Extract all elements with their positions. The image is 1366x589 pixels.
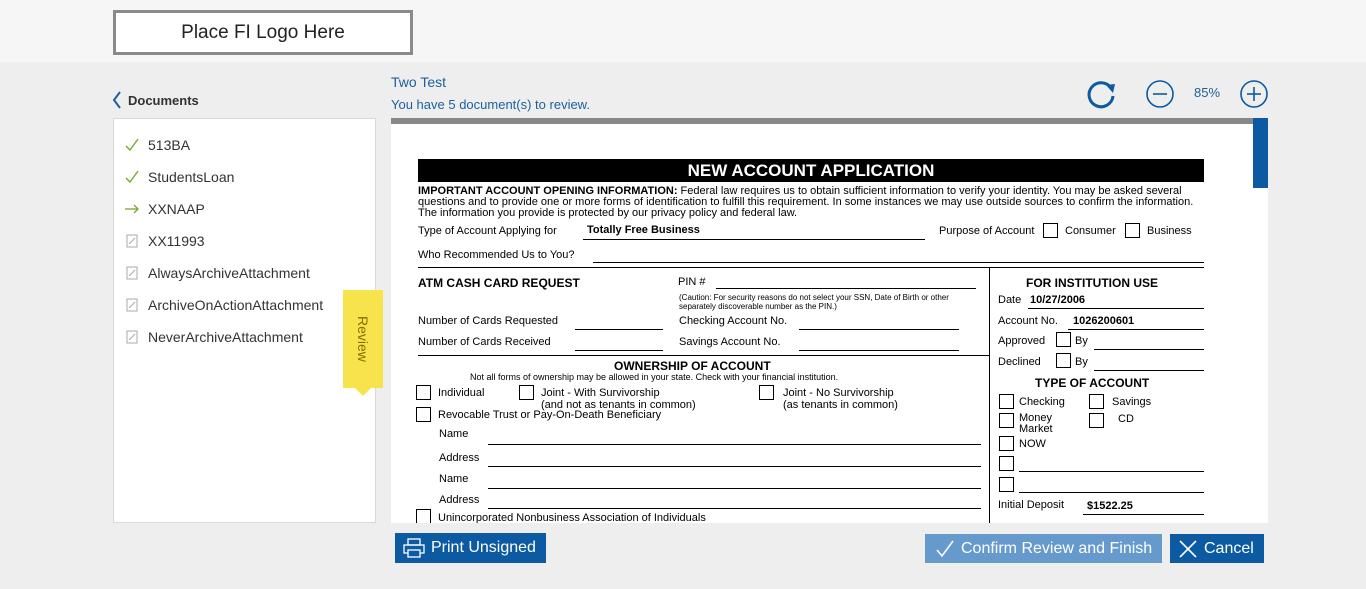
own-joint-with: Joint - With Survivorship <box>541 387 660 399</box>
cancel-label: Cancel <box>1204 539 1254 557</box>
declined-by: By <box>1075 356 1088 368</box>
address-label: Address <box>439 452 480 464</box>
rule <box>1028 308 1204 309</box>
purpose-label: Purpose of Account <box>939 225 1035 237</box>
rule <box>1019 471 1204 472</box>
print-unsigned-button[interactable] <box>395 533 546 563</box>
print-label: Print Unsigned <box>431 539 536 556</box>
date-value: 10/27/2006 <box>1030 294 1086 306</box>
check-icon <box>124 169 140 185</box>
documents-title: Documents <box>128 92 199 108</box>
inst-title: FOR INSTITUTION USE <box>1026 276 1158 290</box>
type-cd: CD <box>1118 413 1134 425</box>
type-applying-label: Type of Account Applying for <box>418 225 557 237</box>
atm-title: ATM CASH CARD REQUEST <box>418 276 580 290</box>
rule <box>488 488 981 489</box>
zoom-level: 85% <box>1193 85 1221 100</box>
checkbox-checking <box>999 394 1014 409</box>
purpose-consumer: Consumer <box>1065 225 1116 237</box>
rule <box>1019 492 1204 493</box>
own-trust: Revocable Trust or Pay-On-Death Beneficiary <box>438 409 662 421</box>
deposit-label: Initial Deposit <box>998 499 1065 511</box>
fi-logo-placeholder <box>113 10 413 55</box>
checkbox-money-market <box>999 413 1014 428</box>
document-item-archiveonactionattachment[interactable] <box>124 294 323 316</box>
review-tab[interactable] <box>343 290 383 388</box>
document-icon <box>124 329 140 345</box>
ownership-note: Not all forms of ownership may be allowed in your state. Check with your financial institution. <box>470 372 839 382</box>
document-label: ArchiveOnActionAttachment <box>148 297 324 313</box>
rule <box>799 329 959 330</box>
notice-text: Federal law requires us to obtain sufficient information to verify your identity. You may be asked several questions and to provide one or more forms of identification to fulfill this requirement. In some instances we may use outside sources to confirm the information. The information you provide is protected by our privacy policy and federal law. <box>418 185 1194 219</box>
own-unincorporated: Unincorporated Nonbusiness Association of Individuals <box>438 512 706 523</box>
viewer-scroll-thumb[interactable] <box>1253 118 1268 188</box>
document-icon <box>124 233 140 249</box>
logo-text: Place FI Logo Here <box>181 21 345 43</box>
document-item-neverarchiveattachment[interactable] <box>124 326 303 348</box>
document-label: StudentsLoan <box>148 169 235 185</box>
checking-no-label: Checking Account No. <box>679 315 788 327</box>
rule <box>1094 349 1204 350</box>
document-item-xx11993[interactable] <box>124 230 205 252</box>
viewer-top-border <box>391 118 1253 124</box>
rotate-icon <box>1086 79 1118 109</box>
document-list <box>113 118 376 523</box>
divider <box>989 267 990 523</box>
rule <box>575 350 663 351</box>
package-title: Two Test <box>391 74 446 90</box>
document-label: 513BA <box>148 137 191 153</box>
checkbox-approved <box>1056 332 1071 347</box>
cards-requested-label: Number of Cards Requested <box>418 315 559 327</box>
own-individual: Individual <box>438 387 485 399</box>
own-joint-no-note: (as tenants in common) <box>783 399 898 411</box>
chevron-left-icon[interactable] <box>112 90 122 110</box>
rule <box>1083 514 1204 515</box>
type-applying-value: Totally Free Business <box>587 224 700 236</box>
checkbox-cd <box>1089 413 1104 428</box>
document-viewer[interactable] <box>391 118 1268 523</box>
check-icon <box>935 539 955 559</box>
check-icon <box>124 137 140 153</box>
documents-header[interactable] <box>112 90 199 110</box>
address-label-2: Address <box>439 494 480 506</box>
date-label: Date <box>998 294 1022 306</box>
zoom-in-button[interactable] <box>1239 79 1269 109</box>
document-item-xxnaap[interactable] <box>124 198 205 220</box>
rule <box>1068 329 1204 330</box>
zoom-out-button[interactable] <box>1145 79 1175 109</box>
documents-to-review: You have 5 document(s) to review. <box>391 97 590 112</box>
savings-no-label: Savings Account No. <box>679 336 781 348</box>
confirm-label: Confirm Review and Finish <box>961 539 1153 557</box>
plus-circle-icon <box>1239 79 1269 109</box>
approved-by: By <box>1075 335 1088 347</box>
notice-bold: IMPORTANT ACCOUNT OPENING INFORMATION: <box>418 185 678 197</box>
recommended-label: Who Recommended Us to You? <box>418 249 575 261</box>
pin-label: PIN # <box>678 276 706 288</box>
form-title: NEW ACCOUNT APPLICATION <box>418 159 1204 182</box>
deposit-value: $1522.25 <box>1087 500 1133 512</box>
own-joint-with-note: (and not as tenants in common) <box>541 399 696 411</box>
confirm-review-button[interactable] <box>925 534 1162 563</box>
cancel-button[interactable] <box>1170 534 1264 563</box>
new-account-form <box>418 159 1204 523</box>
rule <box>716 288 976 289</box>
rule <box>1094 370 1204 371</box>
type-money: Money Market <box>1019 412 1053 435</box>
document-item-alwaysarchiveattachment[interactable] <box>124 262 310 284</box>
rule <box>488 508 981 509</box>
rule <box>488 466 981 467</box>
approved-label: Approved <box>998 335 1046 347</box>
review-tab-label: Review <box>355 316 371 362</box>
acct-label: Account No. <box>998 315 1058 327</box>
checkbox-other-1 <box>999 456 1014 471</box>
checkbox-individual <box>416 385 431 400</box>
checkbox-other-2 <box>999 477 1014 492</box>
rule <box>583 239 925 240</box>
checkbox-unincorporated <box>416 509 431 523</box>
rotate-button[interactable] <box>1085 78 1119 110</box>
viewer-scrollbar[interactable] <box>1253 118 1268 523</box>
rule <box>418 267 1204 268</box>
type-now: NOW <box>1019 438 1046 450</box>
checkbox-declined <box>1056 353 1071 368</box>
own-joint-no: Joint - No Survivorship <box>783 387 894 399</box>
rule <box>575 329 663 330</box>
type-checking: Checking <box>1019 396 1065 408</box>
form-notice <box>418 186 1204 219</box>
close-icon <box>1178 539 1198 559</box>
name-label: Name <box>439 428 469 440</box>
declined-label: Declined <box>998 356 1041 368</box>
rule <box>799 350 959 351</box>
type-savings: Savings <box>1112 396 1152 408</box>
document-label: XX11993 <box>148 233 205 249</box>
minus-circle-icon <box>1145 79 1175 109</box>
checkbox-savings <box>1089 394 1104 409</box>
checkbox-consumer <box>1043 223 1058 238</box>
type-title: TYPE OF ACCOUNT <box>1035 376 1150 390</box>
name-label-2: Name <box>439 473 469 485</box>
rule <box>593 262 1204 263</box>
document-label: NeverArchiveAttachment <box>148 329 303 345</box>
checkbox-joint-no <box>759 385 774 400</box>
rule <box>418 355 989 356</box>
pin-caution: (Caution: For security reasons do not select your SSN, Date of Birth or other separately discoverable number as the PIN.) <box>679 293 949 311</box>
document-icon <box>124 265 140 281</box>
document-label: XXNAAP <box>148 201 205 217</box>
document-item-studentsloan[interactable] <box>124 166 234 188</box>
document-icon <box>124 297 140 313</box>
rule <box>488 444 981 445</box>
ownership-title: OWNERSHIP OF ACCOUNT <box>614 359 771 373</box>
acct-value: 1026200601 <box>1073 315 1135 327</box>
checkbox-joint-with <box>519 385 534 400</box>
checkbox-business <box>1125 223 1140 238</box>
checkbox-trust <box>416 407 431 422</box>
purpose-business: Business <box>1147 225 1192 237</box>
checkbox-now <box>999 436 1014 451</box>
printer-icon <box>403 538 425 558</box>
document-label: AlwaysArchiveAttachment <box>148 265 310 281</box>
arrow-right-icon <box>124 201 140 217</box>
cards-received-label: Number of Cards Received <box>418 336 551 348</box>
top-bar <box>0 0 1366 62</box>
document-item-513ba[interactable] <box>124 134 190 156</box>
